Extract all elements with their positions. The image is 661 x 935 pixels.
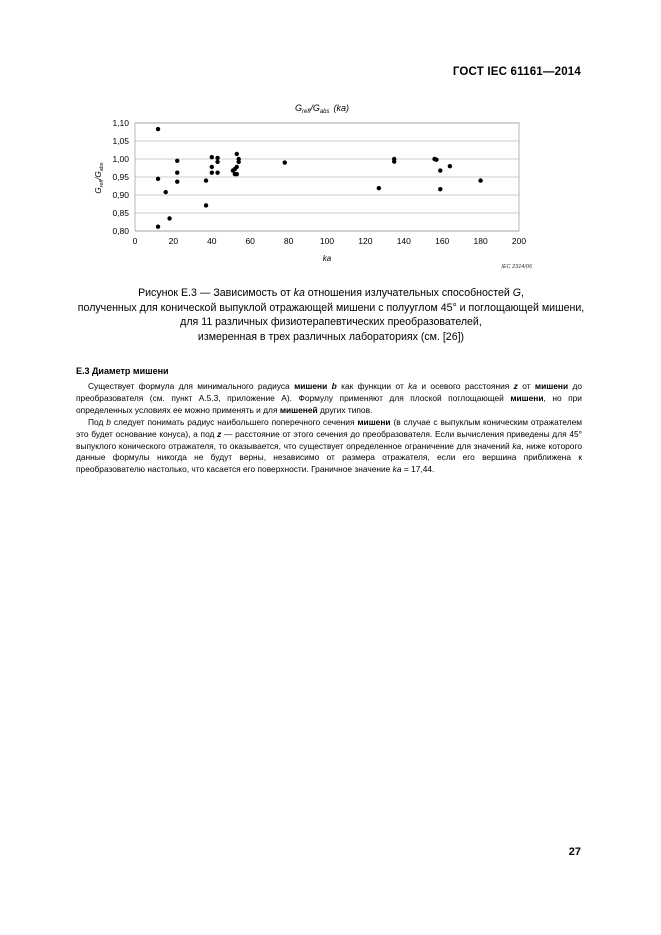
data-point bbox=[448, 164, 452, 168]
x-tick-label: 200 bbox=[511, 236, 527, 246]
text-run: как функции от bbox=[336, 381, 409, 391]
caption-line-1 bbox=[40, 286, 622, 301]
data-point bbox=[210, 155, 214, 159]
caption-line-4: измеренная в трех различных лабораториях (см. [26]) bbox=[197, 330, 465, 343]
text-run: b bbox=[331, 381, 337, 391]
caption-text-c: , bbox=[520, 287, 524, 299]
chart-title-sub2: abs bbox=[319, 109, 330, 115]
data-point bbox=[283, 160, 287, 164]
y-tick-labels bbox=[112, 118, 129, 236]
caption-line-2: полученных для конической выпуклой отражающей мишени с полууглом 45° и поглощающей мишени, bbox=[77, 301, 585, 314]
x-tick-label: 60 bbox=[245, 236, 255, 246]
text-run: от bbox=[517, 381, 535, 391]
iec-watermark: IEC 2314/06 bbox=[501, 264, 532, 270]
section-body bbox=[76, 381, 582, 476]
x-tick-label: 160 bbox=[435, 236, 450, 246]
text-run: и осевого расстояния bbox=[417, 381, 514, 391]
figure-caption bbox=[40, 286, 622, 344]
y-tick-label: 0,90 bbox=[112, 190, 129, 200]
data-point bbox=[235, 165, 239, 169]
data-point bbox=[210, 170, 214, 174]
y-axis-label-sub1: refl bbox=[99, 179, 105, 188]
paragraph-1 bbox=[76, 381, 582, 417]
caption-text-b: отношения излучательных способностей bbox=[304, 287, 513, 299]
y-tick-label: 1,05 bbox=[112, 136, 129, 146]
data-point bbox=[210, 165, 214, 169]
text-run: следует понимать радиус наибольшего поперечного сечения bbox=[110, 416, 358, 427]
data-point bbox=[392, 159, 396, 163]
y-axis-label-sep: /G bbox=[94, 171, 103, 180]
chart-title bbox=[295, 103, 349, 115]
data-point bbox=[164, 190, 168, 194]
chart-title-g: G bbox=[294, 103, 302, 113]
text-run: = 17,44. bbox=[401, 464, 435, 475]
data-point bbox=[167, 216, 171, 220]
x-tick-label: 100 bbox=[319, 236, 335, 246]
y-axis-label-sub2: abs bbox=[99, 162, 105, 172]
y-axis-label-g: G bbox=[94, 187, 103, 194]
text-run: других типов. bbox=[317, 404, 373, 415]
data-point bbox=[175, 159, 179, 163]
x-tick-label: 180 bbox=[473, 236, 488, 246]
x-tick-label: 80 bbox=[283, 236, 294, 246]
caption-text-a: Рисунок Е.3 — Зависимость от bbox=[138, 287, 294, 299]
text-run: , но при определенных условиях ее можно применять и для bbox=[76, 392, 582, 415]
chart-title-arg: (ka) bbox=[333, 103, 350, 113]
x-tick-labels bbox=[133, 236, 527, 246]
data-point bbox=[175, 179, 179, 183]
data-point bbox=[204, 203, 208, 207]
paragraph-2 bbox=[76, 417, 582, 477]
text-run: мишени bbox=[510, 392, 544, 403]
x-tick-label: 120 bbox=[358, 236, 373, 246]
text-run: ka bbox=[408, 381, 418, 391]
data-point bbox=[156, 127, 160, 131]
data-point bbox=[156, 224, 160, 228]
caption-g: G bbox=[512, 287, 521, 299]
standard-header: ГОСТ IEC 61161—2014 bbox=[452, 66, 581, 78]
data-points bbox=[156, 127, 483, 229]
data-point bbox=[175, 170, 179, 174]
text-run: до преобразователя (см. пункт А.5.3, приложение А). Формулу применяют для плоской поглощающей bbox=[76, 381, 583, 403]
y-axis-label bbox=[94, 162, 105, 193]
text-run: z bbox=[217, 428, 222, 439]
text-run: (в случае с выпуклым коническим отражателем это будет основание конуса), а под bbox=[76, 416, 582, 439]
chart-title-sep: /G bbox=[310, 103, 320, 113]
text-run: b bbox=[106, 416, 111, 427]
text-run: мишени bbox=[534, 381, 569, 391]
scatter-chart bbox=[0, 95, 661, 285]
data-point bbox=[235, 172, 239, 176]
y-tick-label: 0,85 bbox=[112, 208, 129, 218]
y-tick-label: 0,95 bbox=[112, 172, 129, 182]
text-run: Существует формула для минимального радиуса bbox=[88, 381, 295, 391]
data-point bbox=[215, 156, 219, 160]
x-axis-label: ka bbox=[322, 254, 332, 263]
text-run: мишеней bbox=[279, 404, 318, 415]
data-point bbox=[204, 178, 208, 182]
caption-ka: ka bbox=[293, 287, 305, 299]
text-run: мишени bbox=[294, 381, 328, 391]
data-point bbox=[377, 186, 381, 190]
data-point bbox=[438, 187, 442, 191]
x-tick-label: 140 bbox=[396, 236, 411, 246]
data-point bbox=[235, 152, 239, 156]
data-point bbox=[478, 178, 482, 182]
y-tick-label: 0,80 bbox=[112, 226, 129, 236]
data-point bbox=[156, 177, 160, 181]
text-run: ka bbox=[512, 440, 522, 451]
text-run: — расстояние от этого сечения до преобразователя. Если вычисления приведены для 45° выпуклого конического отражателя, то оказывается, что существует определенное ограничение для значений bbox=[76, 428, 582, 451]
section-title: Е.3 Диаметр мишени bbox=[76, 366, 169, 376]
text-run: , ниже которого данные формулы никогда не будут верны, независимо от размера отражателя, если его вершина приближена к преобразователю настолько, что касается его поверхности. Граничное значение bbox=[76, 440, 582, 475]
x-tick-label: 40 bbox=[207, 236, 217, 246]
text-run: ka bbox=[392, 464, 402, 475]
data-point bbox=[215, 160, 219, 164]
caption-line-3: для 11 различных физиотерапевтических преобразователей, bbox=[180, 316, 482, 329]
data-point bbox=[434, 158, 438, 162]
chart-title-sub1: refl bbox=[301, 109, 311, 115]
grid-lines bbox=[135, 123, 519, 231]
data-point bbox=[215, 170, 219, 174]
text-run: мишени bbox=[357, 416, 391, 427]
text-run: Под bbox=[88, 416, 107, 427]
y-tick-label: 1,00 bbox=[112, 154, 129, 164]
text-run: z bbox=[513, 381, 518, 391]
page-number: 27 bbox=[568, 846, 581, 858]
data-point bbox=[438, 168, 442, 172]
data-point bbox=[236, 160, 240, 164]
y-tick-label: 1,10 bbox=[112, 118, 129, 128]
x-tick-label: 0 bbox=[132, 236, 138, 246]
x-tick-label: 20 bbox=[168, 236, 179, 246]
